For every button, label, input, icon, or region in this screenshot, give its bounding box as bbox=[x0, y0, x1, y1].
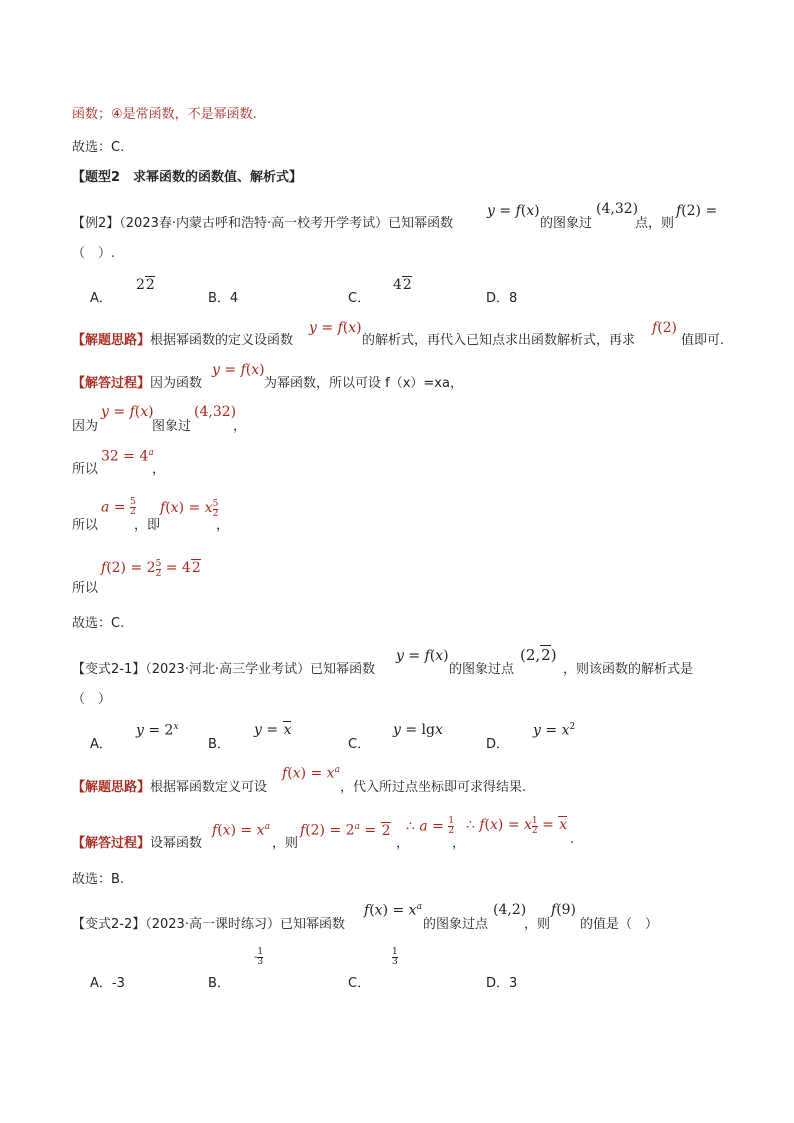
process-line bbox=[72, 372, 202, 391]
option-d: D．8 bbox=[486, 291, 518, 306]
option-a: A． bbox=[90, 737, 112, 752]
text: 的图象过 bbox=[540, 216, 593, 231]
formula: y = x bbox=[254, 722, 292, 738]
text: 根据幂函数定义可设 bbox=[150, 780, 268, 795]
hint-line bbox=[72, 776, 267, 795]
formula: f(2) = bbox=[676, 203, 718, 219]
text: ，即 bbox=[134, 518, 161, 533]
text: 因为 bbox=[72, 419, 99, 434]
text: ， bbox=[452, 836, 466, 851]
text: 值即可. bbox=[681, 333, 725, 348]
text: . bbox=[570, 832, 575, 847]
formula: 42 bbox=[393, 277, 412, 293]
text: 因为函数 bbox=[150, 376, 203, 391]
text: ，则 bbox=[524, 917, 551, 932]
option-b: B． bbox=[208, 737, 230, 752]
formula: (2,2) bbox=[520, 646, 557, 664]
formula: y = f(x) bbox=[101, 404, 154, 420]
formula: $f(x) = x^a$ bbox=[282, 765, 340, 782]
hint-tag: 【解题思路】 bbox=[72, 333, 151, 348]
text: 图象过 bbox=[152, 419, 192, 434]
formula: f(9) bbox=[551, 902, 577, 918]
formula: y = f(x) bbox=[309, 320, 362, 336]
text: ，则该函数的解析式是 bbox=[563, 662, 694, 677]
hint-line bbox=[72, 329, 293, 348]
formula: $f(2) = 2^a = 2$ bbox=[300, 822, 391, 839]
text: （ ）. bbox=[72, 246, 116, 261]
option-d: D． bbox=[486, 737, 510, 752]
formula: $f(x) = x^a$ bbox=[212, 822, 270, 839]
option-a: A． bbox=[90, 291, 112, 306]
formula: - $\frac{1}{3}$ bbox=[254, 947, 264, 967]
example-source: （2023春·内蒙古呼和浩特·高一校考开学考试）已知幂函数 bbox=[119, 216, 454, 231]
variant-tag: 【变式2-1】 bbox=[72, 662, 146, 677]
option-c: C． bbox=[348, 291, 371, 306]
process-tag: 【解答过程】 bbox=[72, 376, 151, 391]
text: （2023·河北·高三学业考试）已知幂函数 bbox=[145, 662, 376, 677]
variant-2-1-line bbox=[72, 658, 375, 677]
formula: ∴ f(x) = x $\frac{1}{2}$ = x bbox=[466, 816, 568, 837]
option-b: B． bbox=[208, 976, 230, 991]
formula: f(2) = 2 $\frac{5}{2}$ = 42 bbox=[101, 559, 201, 580]
formula: f(x) = x $\frac{5}{2}$ bbox=[160, 499, 219, 520]
text: 的值是（ ） bbox=[580, 917, 659, 932]
hint-tag: 【解题思路】 bbox=[72, 780, 151, 795]
variant-2-2-line bbox=[72, 913, 345, 932]
variant-tag: 【变式2-2】 bbox=[72, 917, 146, 932]
formula: 22 bbox=[136, 277, 155, 293]
formula: $\frac{1}{3}$ bbox=[392, 947, 398, 967]
text: ，则 bbox=[272, 836, 299, 851]
process-line bbox=[72, 832, 202, 851]
text: 所以 bbox=[72, 462, 99, 477]
text: 的解析式，再代入已知点求出函数解析式，再求 bbox=[362, 333, 636, 348]
formula: f(2) bbox=[652, 320, 678, 336]
text: ， bbox=[396, 836, 410, 851]
text: 设幂函数 bbox=[150, 836, 203, 851]
text: 为幂函数，所以可设 f（x）=xa， bbox=[264, 376, 463, 391]
formula: (4,32) bbox=[194, 404, 237, 420]
formula: $f(x) = x^a$ bbox=[364, 902, 422, 919]
text: 所以 bbox=[72, 581, 99, 596]
option-c: C． bbox=[348, 976, 371, 991]
option-d: D．3 bbox=[486, 976, 518, 991]
text: 所以 bbox=[72, 518, 99, 533]
answer-line: 故选：B. bbox=[72, 872, 125, 887]
section-heading: 【题型2 求幂函数的函数值、解析式】 bbox=[72, 170, 303, 185]
text: （ ） bbox=[72, 692, 112, 707]
example-2-line bbox=[72, 212, 453, 231]
formula: (4,2) bbox=[493, 902, 527, 918]
formula: $y = x^2$ bbox=[533, 722, 576, 739]
formula: y = f(x) bbox=[212, 362, 265, 378]
option-a: A．-3 bbox=[90, 976, 125, 991]
option-c: C． bbox=[348, 737, 371, 752]
answer-line: 故选：C. bbox=[72, 140, 125, 155]
text: ， bbox=[152, 462, 166, 477]
formula: $32 = 4^a$ bbox=[101, 448, 154, 465]
text: ，代入所过点坐标即可求得结果. bbox=[340, 780, 527, 795]
text: 点，则 bbox=[635, 216, 675, 231]
text: 的图象过点 bbox=[449, 662, 515, 677]
formula: ∴ a = $\frac{1}{2}$ bbox=[406, 816, 455, 836]
formula: $y = 2^x$ bbox=[136, 722, 179, 739]
option-b: B．4 bbox=[208, 291, 239, 306]
text: ， bbox=[233, 419, 247, 434]
formula: y = f(x) bbox=[396, 648, 449, 664]
text: ， bbox=[216, 518, 230, 533]
formula: y = lgx bbox=[393, 722, 443, 738]
text: （2023·高一课时练习）已知幂函数 bbox=[145, 917, 345, 932]
process-tag: 【解答过程】 bbox=[72, 836, 151, 851]
answer-line: 故选：C. bbox=[72, 616, 125, 631]
example-tag: 【例2】 bbox=[72, 216, 120, 231]
formula: a = $\frac{5}{2}$ bbox=[101, 497, 136, 517]
formula: (4,32) bbox=[596, 201, 639, 217]
text-line: 函数；④是常函数，不是幂函数. bbox=[72, 107, 257, 122]
text: 的图象过点 bbox=[423, 917, 489, 932]
text: 根据幂函数的定义设函数 bbox=[150, 333, 294, 348]
formula: y = f(x) bbox=[487, 203, 540, 219]
